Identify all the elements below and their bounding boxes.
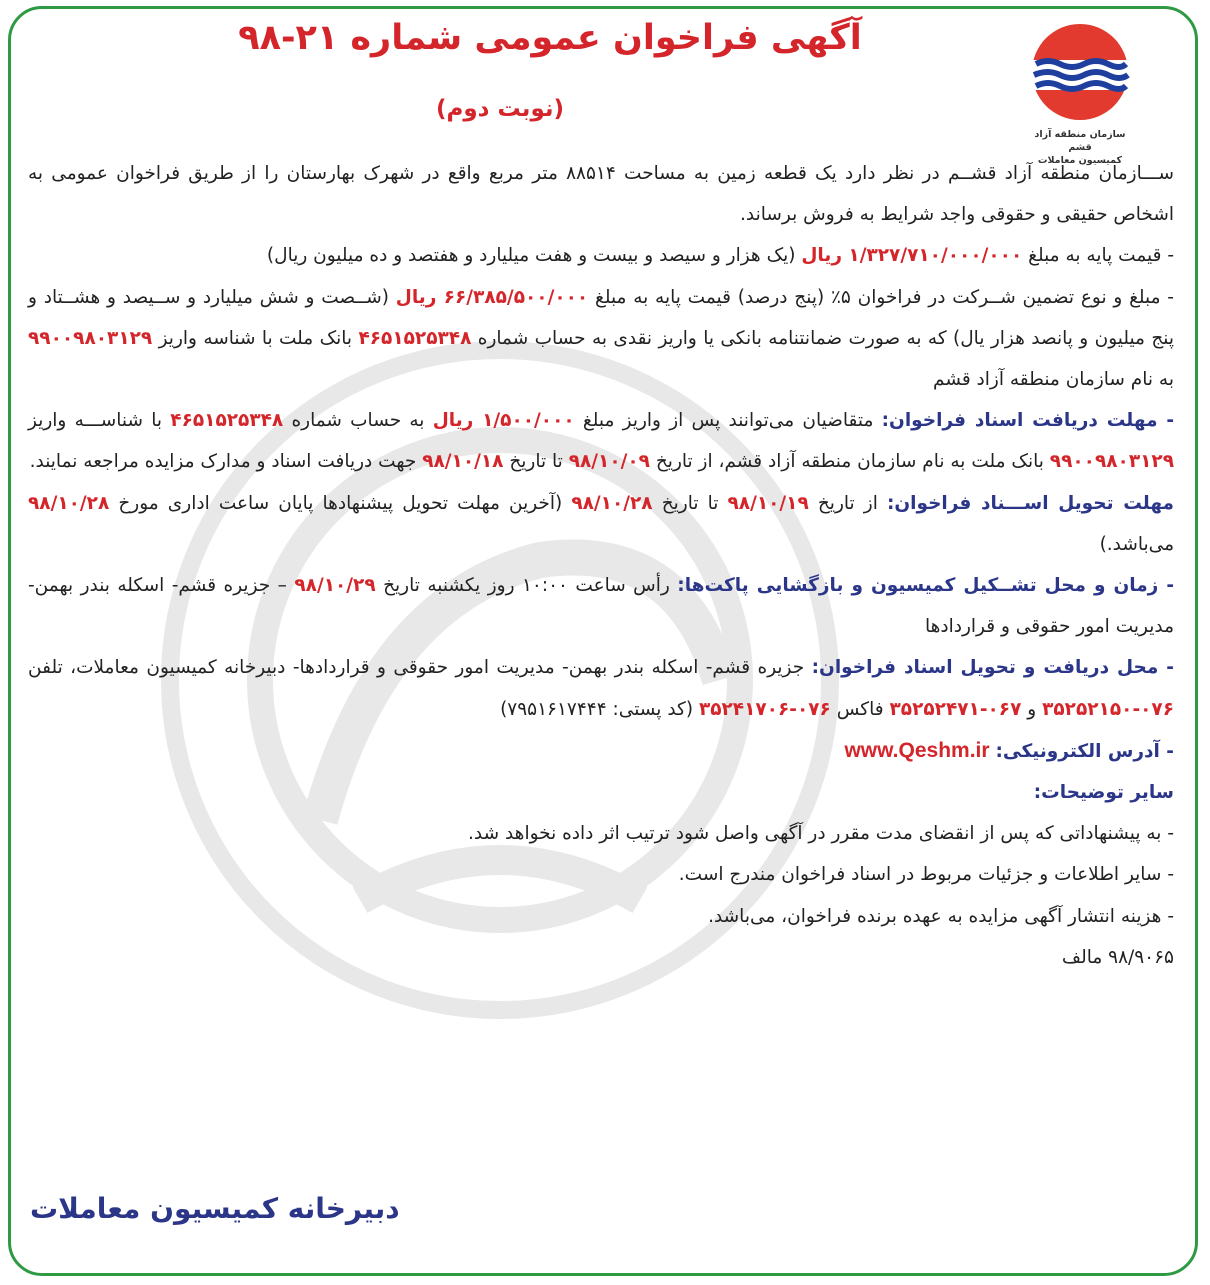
document-delivery-heading: مهلت تحویل اســـناد فراخوان: <box>886 492 1174 514</box>
guarantee-paragraph <box>28 277 1174 401</box>
receipt-fee: ۱/۵۰۰/۰۰۰ ریال <box>432 410 575 432</box>
receipt-text-2: به حساب شماره <box>283 410 433 432</box>
note-item: - به پیشنهاداتی که پس از انقضای مدت مقرر در آگهی واصل شود ترتیب اثر داده نخواهد شد. <box>468 823 1174 845</box>
guarantee-amount: ۶۶/۳۸۵/۵۰۰/۰۰۰ ریال <box>395 286 589 308</box>
guarantee-account-number: ۴۶۵۱۵۲۵۳۴۸ <box>358 327 472 349</box>
logo-emblem-icon <box>1030 22 1130 122</box>
document-receipt-paragraph <box>28 400 1174 482</box>
base-price-amount: ۱/۳۲۷/۷۱۰/۰۰۰/۰۰۰ ریال <box>801 245 1023 267</box>
delivery-text-1: از تاریخ <box>808 492 887 514</box>
receipt-text-4: بانک ملت به نام سازمان منطقه آزاد قشم، از تاریخ <box>649 451 1050 473</box>
receipt-deposit-id: ۹۹۰۰۹۸۰۳۱۲۹ <box>1049 451 1174 473</box>
fax-number: ۰۷۶-۳۵۲۴۱۷۰۶ <box>698 698 831 720</box>
notice-body <box>28 153 1174 978</box>
reference-number: ۹۸/۹۰۶۵ مالف <box>1061 946 1174 968</box>
guarantee-text-4: به نام سازمان منطقه آزاد قشم <box>933 369 1174 391</box>
contact-text-3: فاکس <box>830 698 890 720</box>
logo-caption-line1: سازمان منطقه آزاد قشم <box>1034 129 1126 153</box>
receipt-text-6: جهت دریافت اسناد و مدارک مزایده مراجعه نمایند. <box>29 451 423 473</box>
contact-heading: - محل دریافت و تحویل اسناد فراخوان: <box>811 657 1174 679</box>
delivery-text-2: تا تاریخ <box>652 492 728 514</box>
guarantee-text-2: (شــصت و شش میلیارد و ســیصد و هشــتاد و پنج میلیون و پانصد هزار یال) که به صورت ضمانتنامه بانکی یا واریز نقدی به حساب شماره <box>28 286 1175 349</box>
base-price-words: (یک هزار و سیصد و بیست و هفت میلیارد و هفتصد و ده میلیون ریال) <box>266 245 802 267</box>
notice-subtitle: (نوبت دوم) <box>435 96 565 122</box>
guarantee-text-3: بانک ملت با شناسه واریز <box>152 327 359 349</box>
base-price-paragraph <box>28 235 1174 276</box>
opening-session-paragraph <box>28 565 1174 647</box>
delivery-text-4: می‌باشد.) <box>1099 533 1174 555</box>
receipt-date-from: ۹۸/۱۰/۰۹ <box>568 451 650 473</box>
delivery-date-last: ۹۸/۱۰/۲۸ <box>28 492 110 514</box>
organization-logo <box>1025 22 1135 167</box>
website-heading: - آدرس الکترونیکی: <box>995 740 1174 762</box>
delivery-date-from: ۹۸/۱۰/۱۹ <box>727 492 809 514</box>
note-item: - هزینه انتشار آگهی مزایده به عهده برنده فراخوان، می‌باشد. <box>708 905 1174 927</box>
document-delivery-paragraph <box>28 483 1174 565</box>
opening-date: ۹۸/۱۰/۲۹ <box>294 575 376 597</box>
notes-heading: سایر توضیحات: <box>1033 782 1174 804</box>
website-paragraph <box>28 730 1174 772</box>
notice-title: آگهی فراخوان عمومی شماره ۲۱-۹۸ <box>238 18 862 58</box>
opening-session-heading: - زمان و محل تشــکیل کمیسیون و بازگشایی پاکت‌ها: <box>677 575 1175 597</box>
guarantee-deposit-id: ۹۹۰۰۹۸۰۳۱۲۹ <box>28 327 153 349</box>
website-link[interactable]: www.Qeshm.ir <box>844 738 990 762</box>
intro-paragraph: ســـازمان منطقه آزاد قشــم در نظر دارد یک قطعه زمین به مساحت ۸۸۵۱۴ متر مربع واقع در شهرک بهارستان را از طریق فراخوان عمومی به اشخاص حقیقی و حقوقی واجد شرایط به فروش برساند. <box>28 163 1174 226</box>
document-receipt-heading: - مهلت دریافت اسناد فراخوان: <box>881 410 1174 432</box>
base-price-label: - قیمت پایه به مبلغ <box>1022 245 1174 267</box>
delivery-date-to: ۹۸/۱۰/۲۸ <box>571 492 653 514</box>
opening-text-2: – جزیره قشم- اسکله بندر بهمن- مدیریت امور حقوقی و قراردادها <box>28 575 1174 638</box>
guarantee-text-1: - مبلغ و نوع تضمین شــرکت در فراخوان ۵٪ (پنج درصد) قیمت پایه به مبلغ <box>588 286 1174 308</box>
contact-paragraph <box>28 647 1174 729</box>
opening-text-1: رأس ساعت ۱۰:۰۰ روز یکشنبه تاریخ <box>375 575 678 597</box>
receipt-text-5: تا تاریخ <box>503 451 569 473</box>
phone-1: ۰۷۶-۳۵۲۵۲۱۵۰ <box>1042 698 1174 720</box>
issuer-signature: دبیرخانه کمیسیون معاملات <box>30 1192 400 1225</box>
contact-text-2: و <box>1021 698 1043 720</box>
postal-code-text: (کد پستی: ۷۹۵۱۶۱۷۴۴۴) <box>500 698 699 720</box>
note-item: - سایر اطلاعات و جزئیات مربوط در اسناد فراخوان مندرج است. <box>678 864 1174 886</box>
delivery-text-3: (آخرین مهلت تحویل پیشنهادها پایان ساعت اداری مورخ <box>109 492 572 514</box>
phone-2: ۰۶۷-۳۵۲۵۲۴۷۱ <box>889 698 1022 720</box>
receipt-text-3: با شناســـه واریز <box>28 410 171 432</box>
receipt-text-1: متقاضیان می‌توانند پس از واریز مبلغ <box>574 410 882 432</box>
receipt-date-to: ۹۸/۱۰/۱۸ <box>422 451 504 473</box>
logo-caption-line2: کمیسیون معاملات <box>1037 155 1123 166</box>
receipt-account-number: ۴۶۵۱۵۲۵۳۴۸ <box>170 410 284 432</box>
contact-text-1: جزیره قشم- اسکله بندر بهمن- مدیریت امور حقوقی و قراردادها- دبیرخانه کمیسیون معاملات، تلفن <box>28 657 812 679</box>
